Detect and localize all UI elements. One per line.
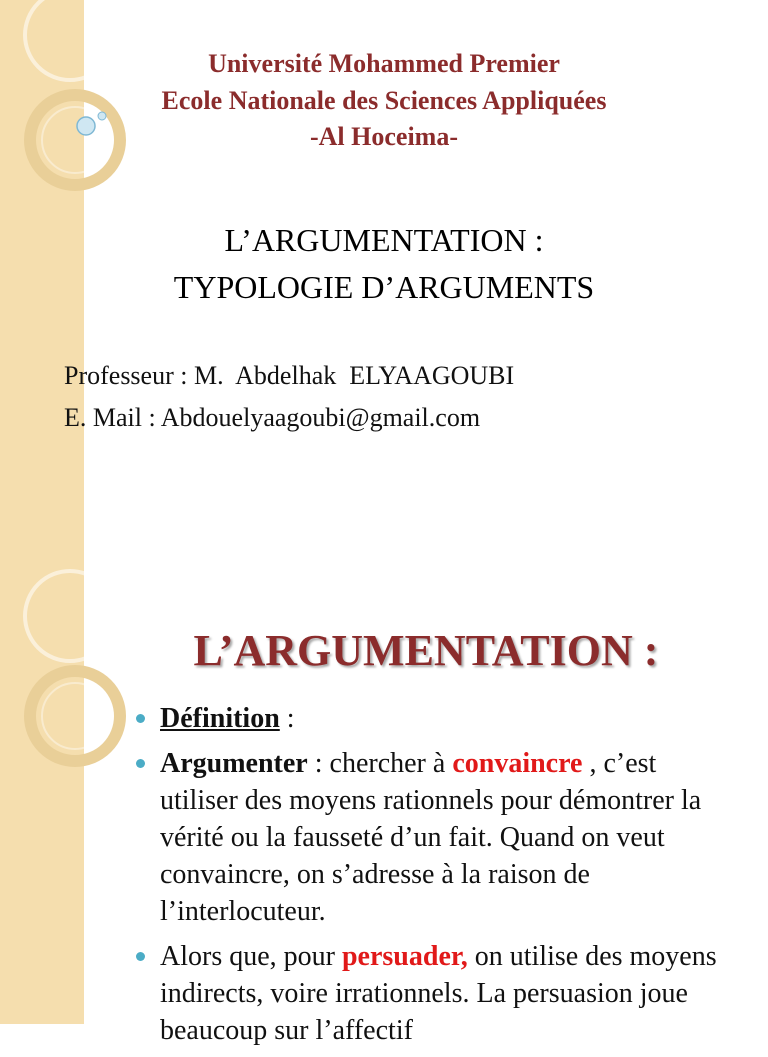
school-city: -Al Hoceima- <box>309 122 458 151</box>
list-item <box>160 700 740 737</box>
bullet-text: , c’est utiliser des moyens rationnels pour démontrer la vérité ou la fausseté d’un fait. Quand on veut convaincre, on s’adresse à la raison de l’interlocuteur. <box>160 748 702 927</box>
list-item <box>160 938 740 1049</box>
term-argumenter: Argumenter <box>160 748 308 779</box>
professor-line: Professeur : M. Abdelhak ELYAAGOUBI <box>64 361 515 390</box>
content-slide <box>0 576 768 1046</box>
bullet-icon <box>136 952 145 961</box>
definition-label: Définition <box>160 703 280 734</box>
presentation-subtitle: TYPOLOGIE D’ARGUMENTS <box>173 269 595 305</box>
school-name: Ecole Nationale des Sciences Appliquées <box>161 86 607 115</box>
list-item <box>160 745 740 930</box>
bullet-icon <box>136 759 145 768</box>
definition-colon: : <box>279 703 295 734</box>
bullet-text: on utilise des moyens indirects, voire irrationnels. La persuasion joue beaucoup sur l’affectif <box>160 941 717 1046</box>
university-name: Université Mohammed Premier <box>208 49 560 78</box>
highlight-persuader: persuader, <box>341 941 468 972</box>
email-line: E. Mail : Abdouelyaagoubi@gmail.com <box>64 403 481 432</box>
slide-heading: L’ARGUMENTATION : <box>193 626 659 675</box>
bullet-text: : chercher à <box>307 748 453 779</box>
presentation-title: L’ARGUMENTATION : <box>224 222 544 258</box>
bullet-icon <box>136 714 145 723</box>
bullet-list <box>160 700 740 1057</box>
highlight-convaincre: convaincre <box>452 748 583 779</box>
bullet-text: Alors que, pour <box>160 941 342 972</box>
